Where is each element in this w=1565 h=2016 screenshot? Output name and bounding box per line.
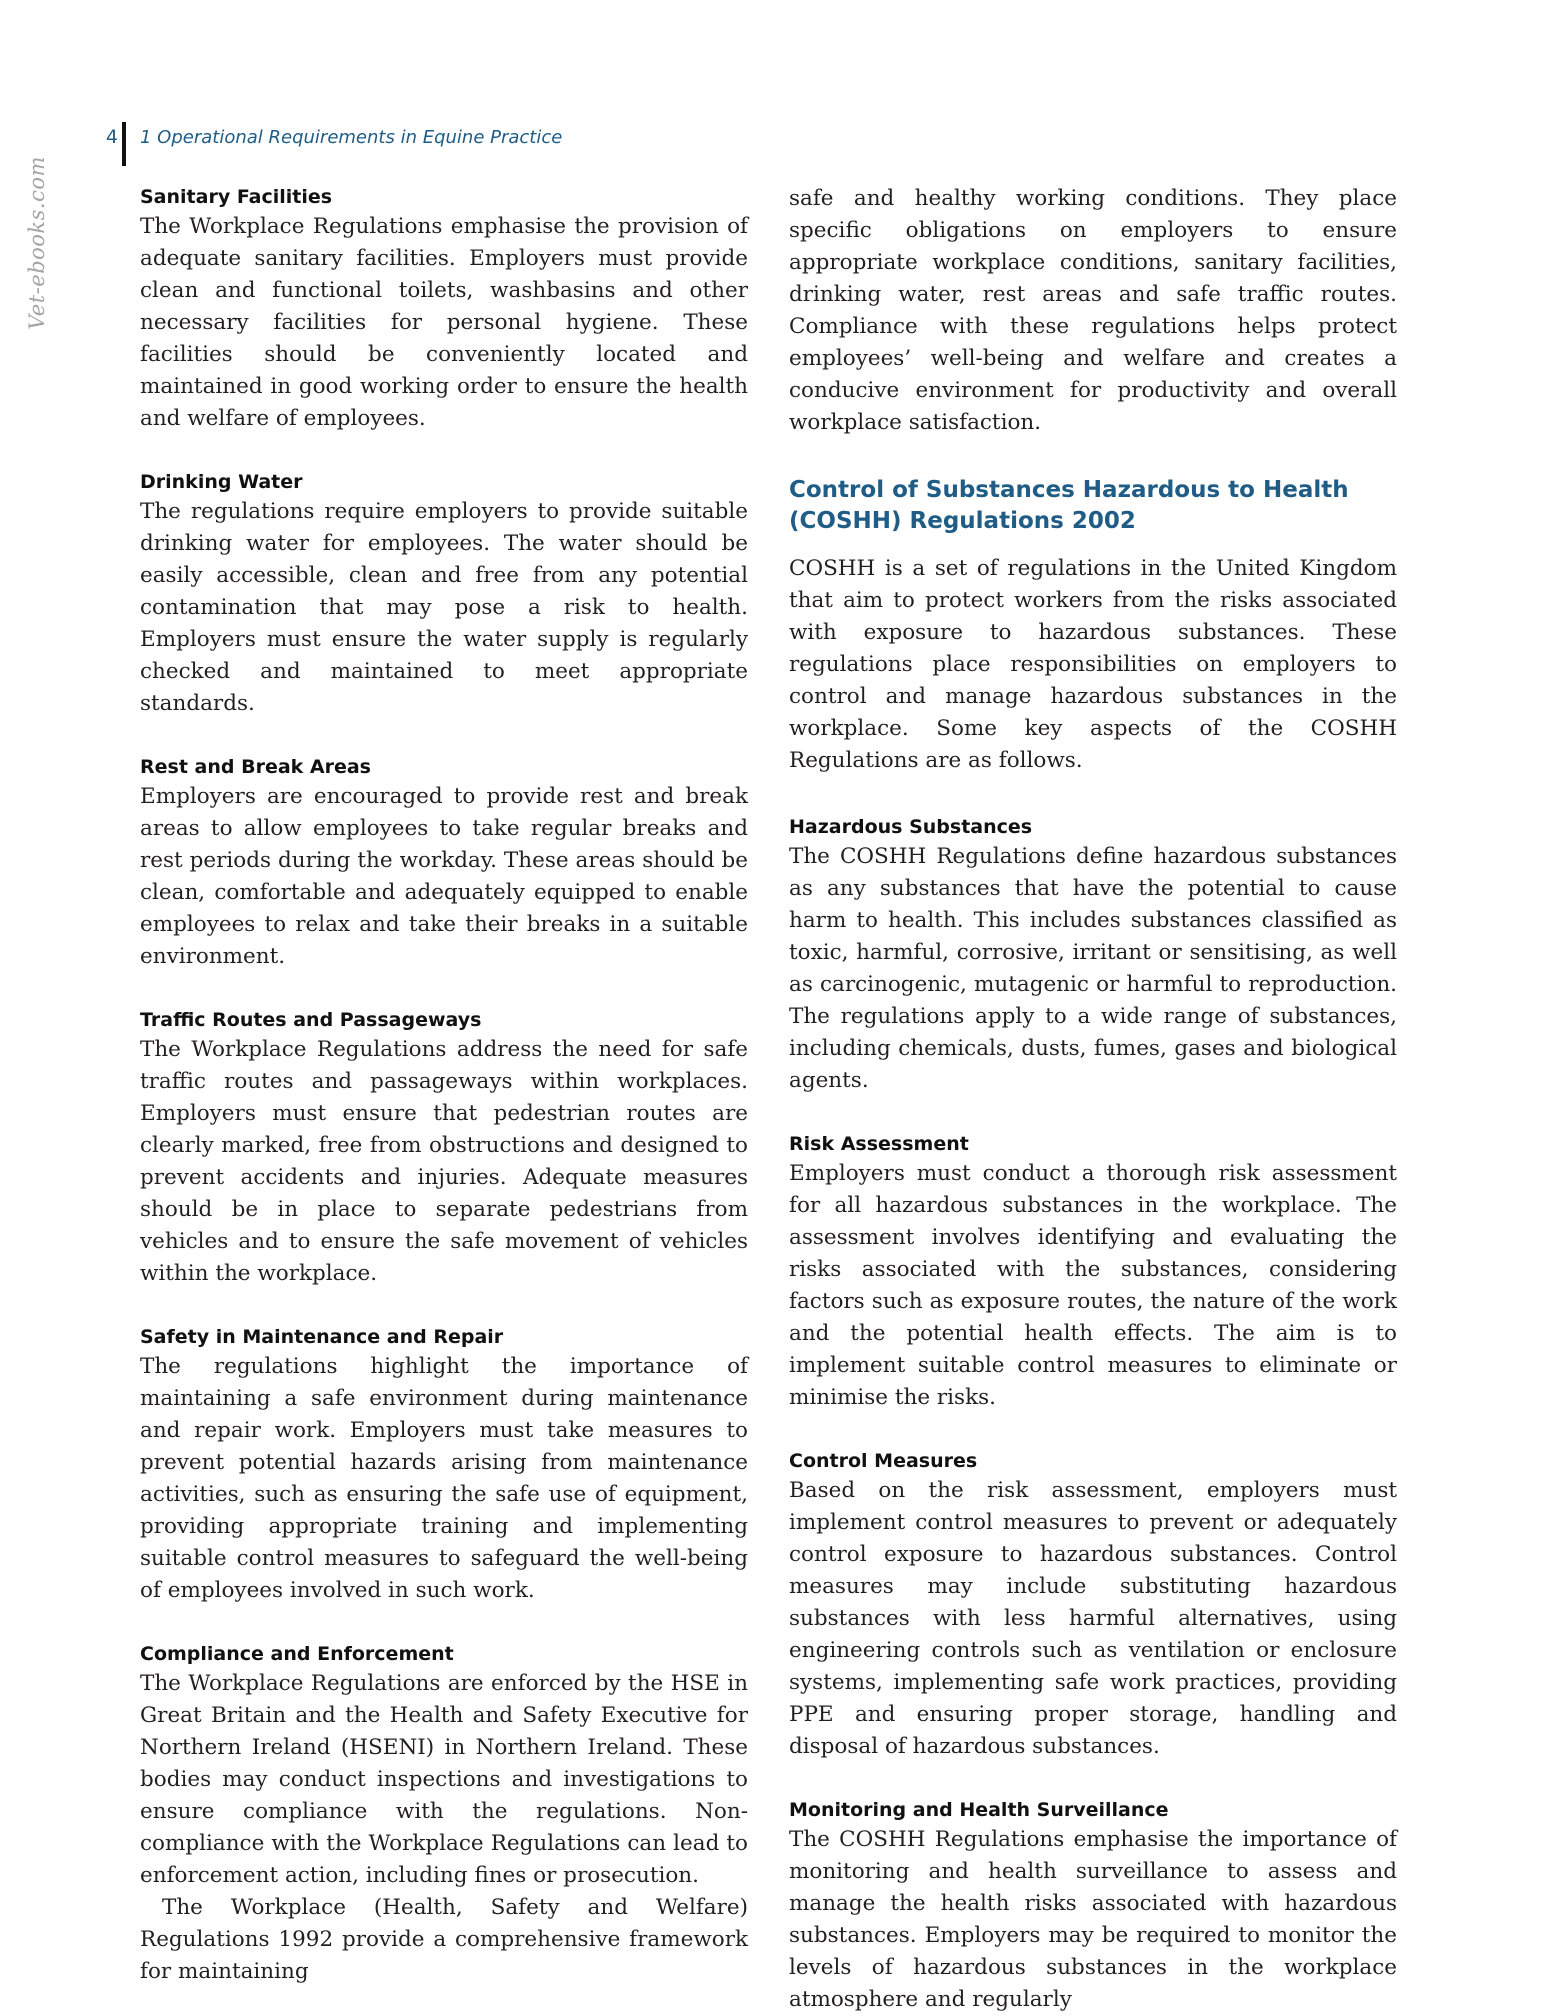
subhead-compliance-enforcement: Compliance and Enforcement <box>140 1643 454 1665</box>
watermark-text: Vet-ebooks.com <box>25 156 49 330</box>
paragraph-traffic-routes: The Workplace Regulations address the need for safe traffic routes and passageways within workplaces. Employers must ensure that pedestrian routes are clearly marked, free from obstructions and designed to prevent accidents and injuries. Adequate measures should be in place to separate pedestrians from vehicles and to ensure the safe movement of vehicles within the workplace. <box>140 1037 748 1286</box>
paragraph-compliance-enforcement: The Workplace Regulations are enforced by the HSE in Great Britain and the Health and Safety Executive for Northern Ireland (HSENI) in Northern Ireland. These bodies may conduct inspections and investigations to ensure compliance with the regulations. Non-compliance with the Workplace Regulations can lead to enforcement action, including fines or prosecution. <box>140 1671 748 1888</box>
paragraph-drinking-water: The regulations require employers to provide suitable drinking water for employees. The water should be easily accessible, clean and free from any potential contamination that may pose a risk to health. Employers must ensure the water supply is regularly checked and maintained to meet appropriate standards. <box>140 499 748 716</box>
subhead-maintenance-repair: Safety in Maintenance and Repair <box>140 1326 504 1348</box>
header-divider <box>122 122 126 166</box>
subhead-monitoring-surveillance: Monitoring and Health Surveillance <box>789 1799 1169 1821</box>
subhead-control-measures: Control Measures <box>789 1450 978 1472</box>
paragraph-control-measures: Based on the risk assessment, employers must implement control measures to prevent or adequately control exposure to hazardous substances. Control measures may include substituting hazardous substances with less harmful alternatives, using engineering controls such as ventilation or enclosure systems, implementing safe work practices, providing PPE and ensuring proper storage, handling and disposal of hazardous substances. <box>789 1478 1397 1759</box>
section-title-line-2: (COSHH) Regulations 2002 <box>789 508 1136 534</box>
right-column <box>789 183 1397 2016</box>
subhead-hazardous-substances: Hazardous Substances <box>789 816 1033 838</box>
watermark-logo <box>12 158 62 328</box>
paragraph-risk-assessment: Employers must conduct a thorough risk assessment for all hazardous substances in the workplace. The assessment involves identifying and evaluating the risks associated with the substances, considering factors such as exposure routes, the nature of the work and the potential health effects. The aim is to implement suitable control measures to eliminate or minimise the risks. <box>789 1161 1397 1410</box>
subhead-sanitary-facilities: Sanitary Facilities <box>140 186 333 208</box>
paragraph-rest-break-areas: Employers are encouraged to provide rest and break areas to allow employees to take regular breaks and rest periods during the workday. These areas should be clean, comfortable and adequately equipped to enable employees to relax and take their breaks in a suitable environment. <box>140 784 748 969</box>
left-column <box>140 183 748 1988</box>
subhead-drinking-water: Drinking Water <box>140 471 303 493</box>
page-number: 4 <box>105 126 118 148</box>
section-title-line-1: Control of Substances Hazardous to Health <box>789 477 1349 503</box>
paragraph-continuation: safe and healthy working conditions. They place specific obligations on employers to ensure appropriate workplace conditions, sanitary facilities, drinking water, rest areas and safe traffic routes. Compliance with these regulations helps protect employees’ well-being and welfare and creates a conducive environment for productivity and overall workplace satisfaction. <box>789 186 1397 435</box>
running-title: 1 Operational Requirements in Equine Practice <box>140 127 563 148</box>
paragraph-sanitary-facilities: The Workplace Regulations emphasise the provision of adequate sanitary facilities. Employers must provide clean and functional toilets, washbasins and other necessary facilities for personal hygiene. These facilities should be conveniently located and maintained in good working order to ensure the health and welfare of employees. <box>140 214 748 431</box>
section-title <box>789 475 1397 537</box>
paragraph-maintenance-repair: The regulations highlight the importance of maintaining a safe environment during maintenance and repair work. Employers must take measures to prevent potential hazards arising from maintenance activities, such as ensuring the safe use of equipment, providing appropriate training and implementing suitable control measures to safeguard the well-being of employees involved in such work. <box>140 1354 748 1603</box>
paragraph-hazardous-substances: The COSHH Regulations define hazardous substances as any substances that have the potential to cause harm to health. This includes substances classified as toxic, harmful, corrosive, irritant or sensitising, as well as carcinogenic, mutagenic or harmful to reproduction. The regulations apply to a wide range of substances, including chemicals, dusts, fumes, gases and biological agents. <box>789 844 1397 1093</box>
subhead-risk-assessment: Risk Assessment <box>789 1133 969 1155</box>
subhead-rest-break-areas: Rest and Break Areas <box>140 756 371 778</box>
subhead-traffic-routes: Traffic Routes and Passageways <box>140 1009 482 1031</box>
paragraph-closing: The Workplace (Health, Safety and Welfare) Regulations 1992 provide a comprehensive framework for maintaining <box>140 1895 748 1984</box>
paragraph-coshh-intro: COSHH is a set of regulations in the United Kingdom that aim to protect workers from the risks associated with exposure to hazardous substances. These regulations place responsibilities on employers to control and manage hazardous substances in the workplace. Some key aspects of the COSHH Regulations are as follows. <box>789 556 1397 773</box>
paragraph-monitoring-surveillance: The COSHH Regulations emphasise the importance of monitoring and health surveillance to assess and manage the health risks associated with hazardous substances. Employers may be required to monitor the levels of hazardous substances in the workplace atmosphere and regularly <box>789 1827 1397 2012</box>
